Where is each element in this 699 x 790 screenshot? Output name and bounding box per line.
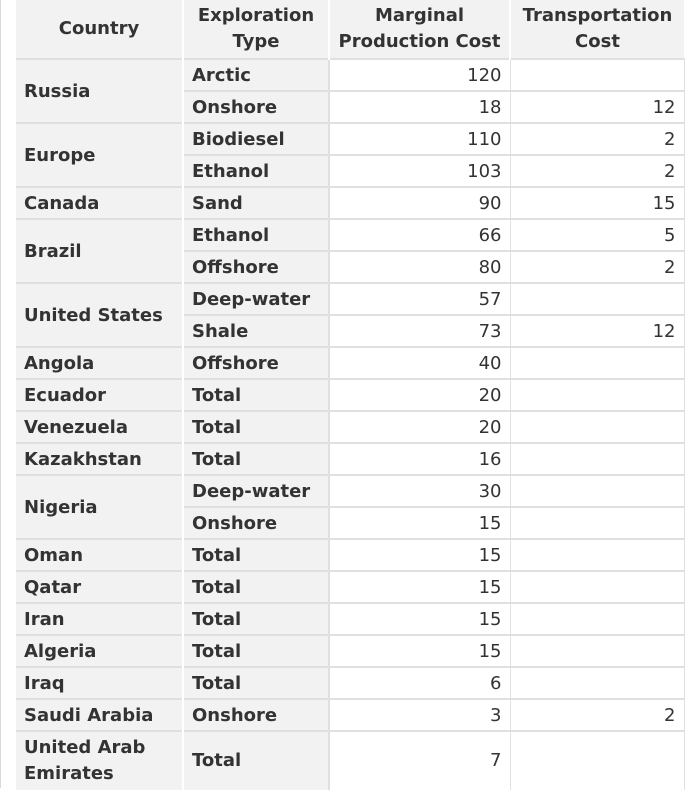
production-cost-cell: 15 [329,603,510,635]
transport-cost-cell [510,667,684,699]
production-cost-cell: 66 [329,219,510,251]
cost-table [16,0,685,790]
table-header [16,0,684,59]
country-cell: Iran [16,603,183,635]
table-body [16,59,684,790]
country-cell: Ecuador [16,379,183,411]
production-cost-cell: 15 [329,539,510,571]
table-row [16,123,684,155]
exploration-type-cell: Deep-water [183,475,329,507]
exploration-type-cell: Total [183,603,329,635]
transport-cost-cell: 2 [510,699,684,731]
production-cost-cell: 6 [329,667,510,699]
production-cost-cell: 3 [329,699,510,731]
exploration-type-cell: Total [183,731,329,790]
transport-cost-cell [510,411,684,443]
exploration-type-cell: Offshore [183,347,329,379]
country-cell: Angola [16,347,183,379]
production-cost-cell: 30 [329,475,510,507]
exploration-type-cell: Total [183,539,329,571]
country-cell: Nigeria [16,475,183,539]
country-cell: Brazil [16,219,183,283]
country-cell: Canada [16,187,183,219]
country-cell: United States [16,283,183,347]
transport-cost-cell: 12 [510,91,684,123]
header-exploration-type: Exploration Type [183,0,329,59]
production-cost-cell: 15 [329,507,510,539]
country-cell: Qatar [16,571,183,603]
transport-cost-cell [510,475,684,507]
country-cell: Saudi Arabia [16,699,183,731]
country-cell: Algeria [16,635,183,667]
transport-cost-cell [510,731,684,790]
exploration-type-cell: Offshore [183,251,329,283]
transport-cost-cell [510,635,684,667]
table-row [16,379,684,411]
production-cost-cell: 15 [329,571,510,603]
table-row [16,411,684,443]
production-cost-cell: 73 [329,315,510,347]
transport-cost-cell [510,603,684,635]
table-row [16,219,684,251]
exploration-type-cell: Onshore [183,699,329,731]
exploration-type-cell: Total [183,411,329,443]
exploration-type-cell: Ethanol [183,155,329,187]
production-cost-cell: 80 [329,251,510,283]
transport-cost-cell [510,59,684,91]
exploration-type-cell: Arctic [183,59,329,91]
country-cell: Iraq [16,667,183,699]
exploration-type-cell: Total [183,667,329,699]
table-row [16,59,684,91]
transport-cost-cell: 12 [510,315,684,347]
exploration-type-cell: Total [183,379,329,411]
table-row [16,699,684,731]
exploration-type-cell: Ethanol [183,219,329,251]
transport-cost-cell [510,379,684,411]
country-cell: Venezuela [16,411,183,443]
table-row [16,475,684,507]
production-cost-cell: 7 [329,731,510,790]
country-cell: Oman [16,539,183,571]
transport-cost-cell [510,443,684,475]
transport-cost-cell [510,283,684,315]
transport-cost-cell: 5 [510,219,684,251]
table-row [16,347,684,379]
table-row [16,443,684,475]
exploration-type-cell: Total [183,571,329,603]
production-cost-cell: 57 [329,283,510,315]
table-row [16,731,684,790]
table-row [16,571,684,603]
production-cost-cell: 20 [329,411,510,443]
production-cost-cell: 110 [329,123,510,155]
table-row [16,539,684,571]
table-row [16,603,684,635]
production-cost-cell: 40 [329,347,510,379]
transport-cost-cell: 2 [510,155,684,187]
table-row [16,667,684,699]
exploration-type-cell: Onshore [183,507,329,539]
table-row [16,283,684,315]
exploration-type-cell: Total [183,635,329,667]
transport-cost-cell [510,347,684,379]
production-cost-cell: 90 [329,187,510,219]
header-transportation-cost: Transportation Cost [510,0,684,59]
exploration-type-cell: Total [183,443,329,475]
exploration-type-cell: Shale [183,315,329,347]
exploration-type-cell: Sand [183,187,329,219]
exploration-type-cell: Deep-water [183,283,329,315]
exploration-type-cell: Onshore [183,91,329,123]
table-row [16,635,684,667]
transport-cost-cell [510,571,684,603]
table-row [16,187,684,219]
country-cell: Russia [16,59,183,123]
header-marginal-production-cost: Marginal Production Cost [329,0,510,59]
left-border [0,0,1,788]
country-cell: United Arab Emirates [16,731,183,790]
header-country: Country [16,0,183,59]
production-cost-cell: 20 [329,379,510,411]
production-cost-cell: 103 [329,155,510,187]
transport-cost-cell: 2 [510,123,684,155]
production-cost-cell: 18 [329,91,510,123]
transport-cost-cell [510,507,684,539]
exploration-type-cell: Biodiesel [183,123,329,155]
transport-cost-cell [510,539,684,571]
production-cost-cell: 16 [329,443,510,475]
country-cell: Kazakhstan [16,443,183,475]
country-cell: Europe [16,123,183,187]
transport-cost-cell: 15 [510,187,684,219]
production-cost-cell: 120 [329,59,510,91]
transport-cost-cell: 2 [510,251,684,283]
production-cost-cell: 15 [329,635,510,667]
